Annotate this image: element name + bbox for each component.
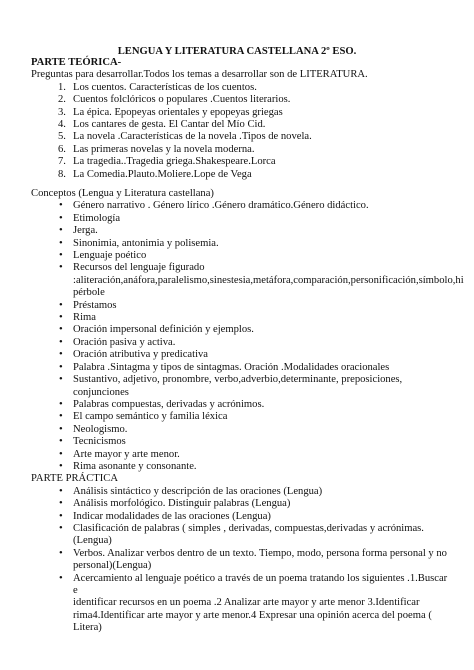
figurative-detail-line: :aliteración,anáfora,paralelismo,sinestesia,metáfora,comparación,personificación,símbolo,hi <box>73 274 464 286</box>
concept-item: • Género narrativo . Género lírico .Género dramático.Género didáctico. <box>59 200 369 212</box>
concept-item: • Recursos del lenguaje figurado :aliteración,anáfora,paralelismo,sinestesia,metáfora,comparación,personificación,símbolo,hi pérbole <box>59 262 464 299</box>
theory-heading: PARTE TEÓRICA- <box>31 57 122 68</box>
concept-item: • Palabras compuestas, derivadas y acrónimos. <box>59 398 265 410</box>
concepts-list <box>31 200 464 473</box>
concept-item: • Lenguaje poético <box>59 250 147 262</box>
theory-intro: Preguntas para desarrollar.Todos los temas a desarrollar son de LITERATURA. <box>31 69 368 81</box>
concept-item: • Oración impersonal definición y ejemplos. <box>59 324 254 336</box>
document-title: LENGUA Y LITERATURA CASTELLANA 2º ESO. <box>117 46 357 57</box>
practice-item: • Análisis morfológico. Distinguir palabras (Lengua) <box>59 498 291 510</box>
concept-item: • Oración atributiva y predicativa <box>59 349 209 361</box>
concept-item: • Palabra .Sintagma y tipos de sintagmas. Oración .Modalidades oracionales <box>59 361 390 373</box>
theory-item: 2. Cuentos folclóricos o populares .Cuentos literarios. <box>58 94 291 106</box>
concept-item: • El campo semántico y familia léxica <box>59 411 228 423</box>
theory-item: 6. Las primeras novelas y la novela moderna. <box>58 143 255 155</box>
concepts-section <box>31 188 464 635</box>
concept-item: • Rima <box>59 312 96 324</box>
practice-item: • Acercamiento al lenguaje poético a través de un poema tratando los siguientes .1.Buscar e identificar recursos en un poema .2 Analizar arte mayor y arte menor 3.Identificar rima4.Identificar arte mayor y arte menor.4 Expresar una opinión acerca del poema ( Litera) <box>59 572 448 634</box>
concept-item: • Etimología <box>59 212 121 224</box>
practice-item: • Clasificación de palabras ( simples , derivadas, compuestas,derivadas y acrónimas.(Lengua) <box>59 522 424 547</box>
concept-item: • Sustantivo, adjetivo, pronombre, verbo,adverbio,determinante, preposiciones, conjunciones <box>59 374 403 398</box>
concept-item: • Jerga. <box>59 225 98 237</box>
practice-heading: PARTE PRÁCTICA <box>31 473 118 485</box>
figurative-detail-line: pérbole <box>73 287 105 299</box>
concept-item: • Préstamos <box>59 299 117 311</box>
theory-item: 4. Los cantares de gesta. El Cantar del Mío Cid. <box>58 119 266 131</box>
concept-item: • Sinonimia, antonimia y polisemia. <box>59 237 219 249</box>
theory-item: 5. La novela .Características de la novela .Tipos de novela. <box>58 131 312 143</box>
concept-item: • Neologismo. <box>59 423 128 435</box>
concept-item: • Tecnicismos <box>59 436 126 448</box>
practice-item: • Indicar modalidades de las oraciones (Lengua) <box>59 510 271 522</box>
theory-item: 7. La tragedia..Tragedia griega.Shakespeare.Lorca <box>58 156 276 168</box>
practice-item: • Análisis sintáctico y descripción de las oraciones (Lengua) <box>59 485 323 497</box>
concept-item: • Oración pasiva y activa. <box>59 336 176 348</box>
concept-item: • Rima asonante y consonante. <box>59 460 197 472</box>
theory-item: 8. La Comedia.Plauto.Moliere.Lope de Vega <box>58 168 252 180</box>
theory-item: 1. Los cuentos. Características de los cuentos. <box>58 81 257 93</box>
theory-section <box>31 57 451 181</box>
concept-item: • Arte mayor y arte menor. <box>59 448 180 460</box>
practice-item: • Verbos. Analizar verbos dentro de un texto. Tiempo, modo, persona forma personal y no personal)(Lengua) <box>59 547 447 572</box>
theory-list <box>31 82 451 181</box>
theory-item: 3. La épica. Epopeyas orientales y epopeyas griegas <box>58 106 283 118</box>
concepts-heading: Conceptos (Lengua y Literatura castellana) <box>31 188 214 199</box>
practice-list <box>31 486 451 635</box>
